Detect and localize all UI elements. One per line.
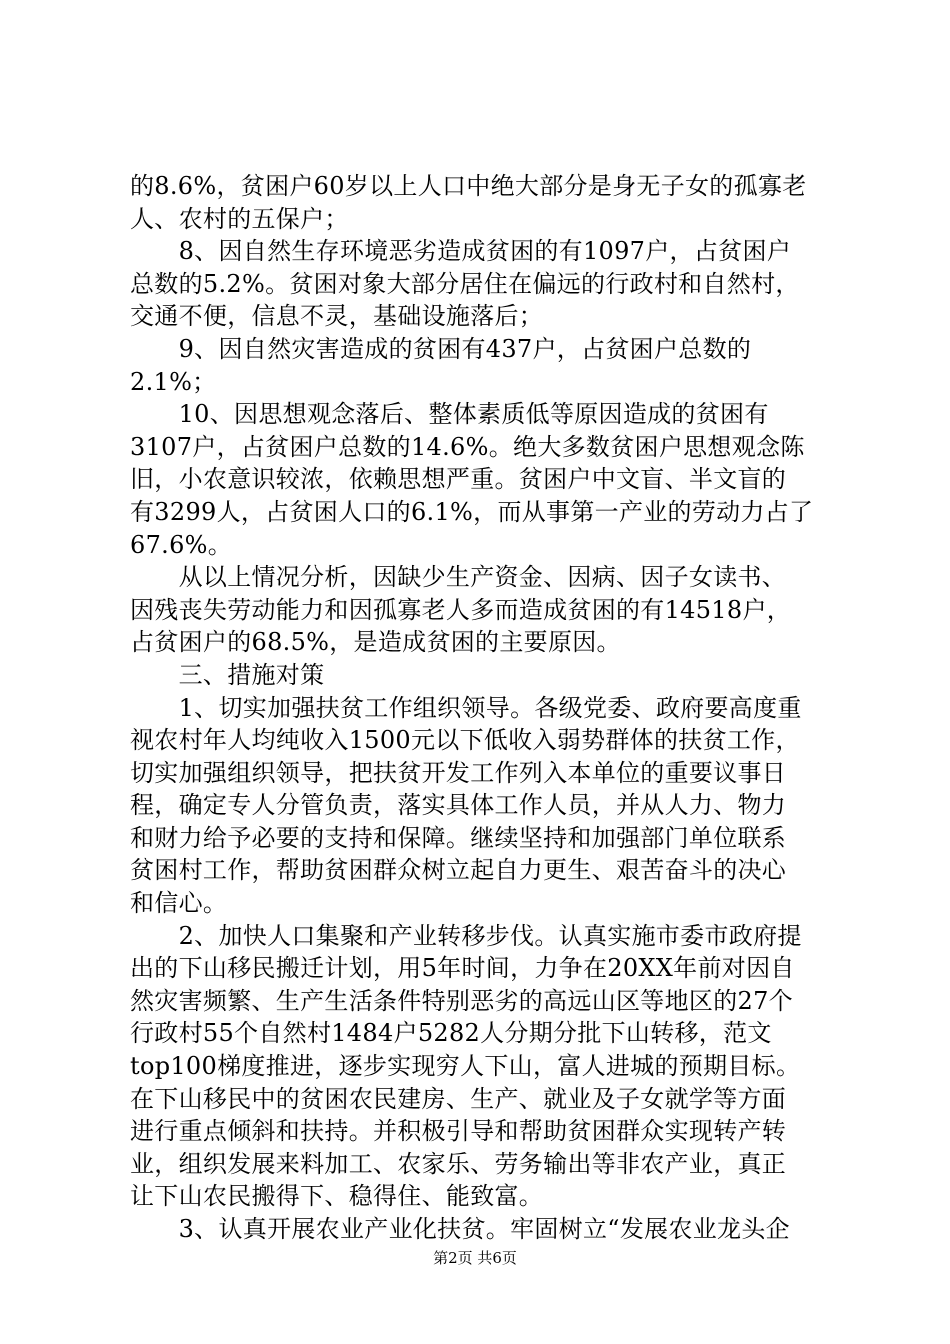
text-line: 10、因思想观念落后、整体素质低等原因造成的贫困有 bbox=[130, 400, 769, 429]
text-line: 2.1%； bbox=[130, 367, 217, 396]
page-number: 第2页 共6页 bbox=[433, 1249, 517, 1267]
text-line: 1、切实加强扶贫工作组织领导。各级党委、政府要高度重 bbox=[130, 693, 802, 722]
text-line: 9、因自然灾害造成的贫困有437户，占贫困户总数的 bbox=[130, 334, 752, 363]
document-body bbox=[130, 170, 830, 1246]
text-line: 让下山农民搬得下、稳得住、能致富。 bbox=[130, 1182, 544, 1211]
text-line: 出的下山移民搬迁计划，用5年时间，力争在20XX年前对因自 bbox=[130, 954, 795, 983]
section-heading: 三、措施对策 bbox=[130, 660, 325, 689]
text-line: 程，确定专人分管负责，落实具体工作人员，并从人力、物力 bbox=[130, 791, 787, 820]
text-line: 8、因自然生存环境恶劣造成贫困的有1097户，占贫困户 bbox=[130, 237, 792, 266]
text-line: 从以上情况分析，因缺少生产资金、因病、因子女读书、 bbox=[130, 563, 787, 592]
text-line: 切实加强组织领导，把扶贫开发工作列入本单位的重要议事日 bbox=[130, 758, 787, 787]
page-footer bbox=[0, 1248, 950, 1268]
text-line: 行政村55个自然村1484户5282人分期分批下山转移，范文 bbox=[130, 1019, 772, 1048]
text-line: 2、加快人口集聚和产业转移步伐。认真实施市委市政府提 bbox=[130, 921, 802, 950]
text-line: 67.6%。 bbox=[130, 530, 233, 559]
text-line: 3107户，占贫困户总数的14.6%。绝大多数贫困户思想观念陈 bbox=[130, 432, 805, 461]
text-line: 有3299人，占贫困人口的6.1%，而从事第一产业的劳动力占了 bbox=[130, 497, 814, 526]
text-line: 交通不便，信息不灵，基础设施落后； bbox=[130, 302, 544, 331]
text-line: 总数的5.2%。贫困对象大部分居住在偏远的行政村和自然村， bbox=[130, 269, 800, 298]
text-line: 视农村年人均纯收入1500元以下低收入弱势群体的扶贫工作， bbox=[130, 726, 800, 755]
text-line: 因残丧失劳动能力和因孤寡老人多而造成贫困的有14518户， bbox=[130, 595, 792, 624]
text-line: 和财力给予必要的支持和保障。继续坚持和加强部门单位联系 bbox=[130, 823, 787, 852]
text-line: 业，组织发展来料加工、农家乐、劳务输出等非农产业，真正 bbox=[130, 1149, 787, 1178]
text-line: 占贫困户的68.5%，是造成贫困的主要原因。 bbox=[130, 628, 621, 657]
text-line: 在下山移民中的贫困农民建房、生产、就业及子女就学等方面 bbox=[130, 1084, 787, 1113]
text-line: 和信心。 bbox=[130, 889, 228, 918]
text-line: 然灾害频繁、生产生活条件特别恶劣的高远山区等地区的27个 bbox=[130, 986, 793, 1015]
text-line: 人、农村的五保户； bbox=[130, 204, 349, 233]
text-line: 的8.6%，贫困户60岁以上人口中绝大部分是身无子女的孤寡老 bbox=[130, 172, 807, 200]
text-line: 进行重点倾斜和扶持。并积极引导和帮助贫困群众实现转产转 bbox=[130, 1117, 787, 1146]
text-line: 3、认真开展农业产业化扶贫。牢固树立“发展农业龙头企 bbox=[130, 1215, 790, 1243]
text-line: top100梯度推进，逐步实现穷人下山，富人进城的预期目标。 bbox=[130, 1052, 801, 1081]
text-line: 贫困村工作，帮助贫困群众树立起自力更生、艰苦奋斗的决心 bbox=[130, 856, 787, 885]
text-line: 旧，小农意识较浓，依赖思想严重。贫困户中文盲、半文盲的 bbox=[130, 465, 787, 494]
